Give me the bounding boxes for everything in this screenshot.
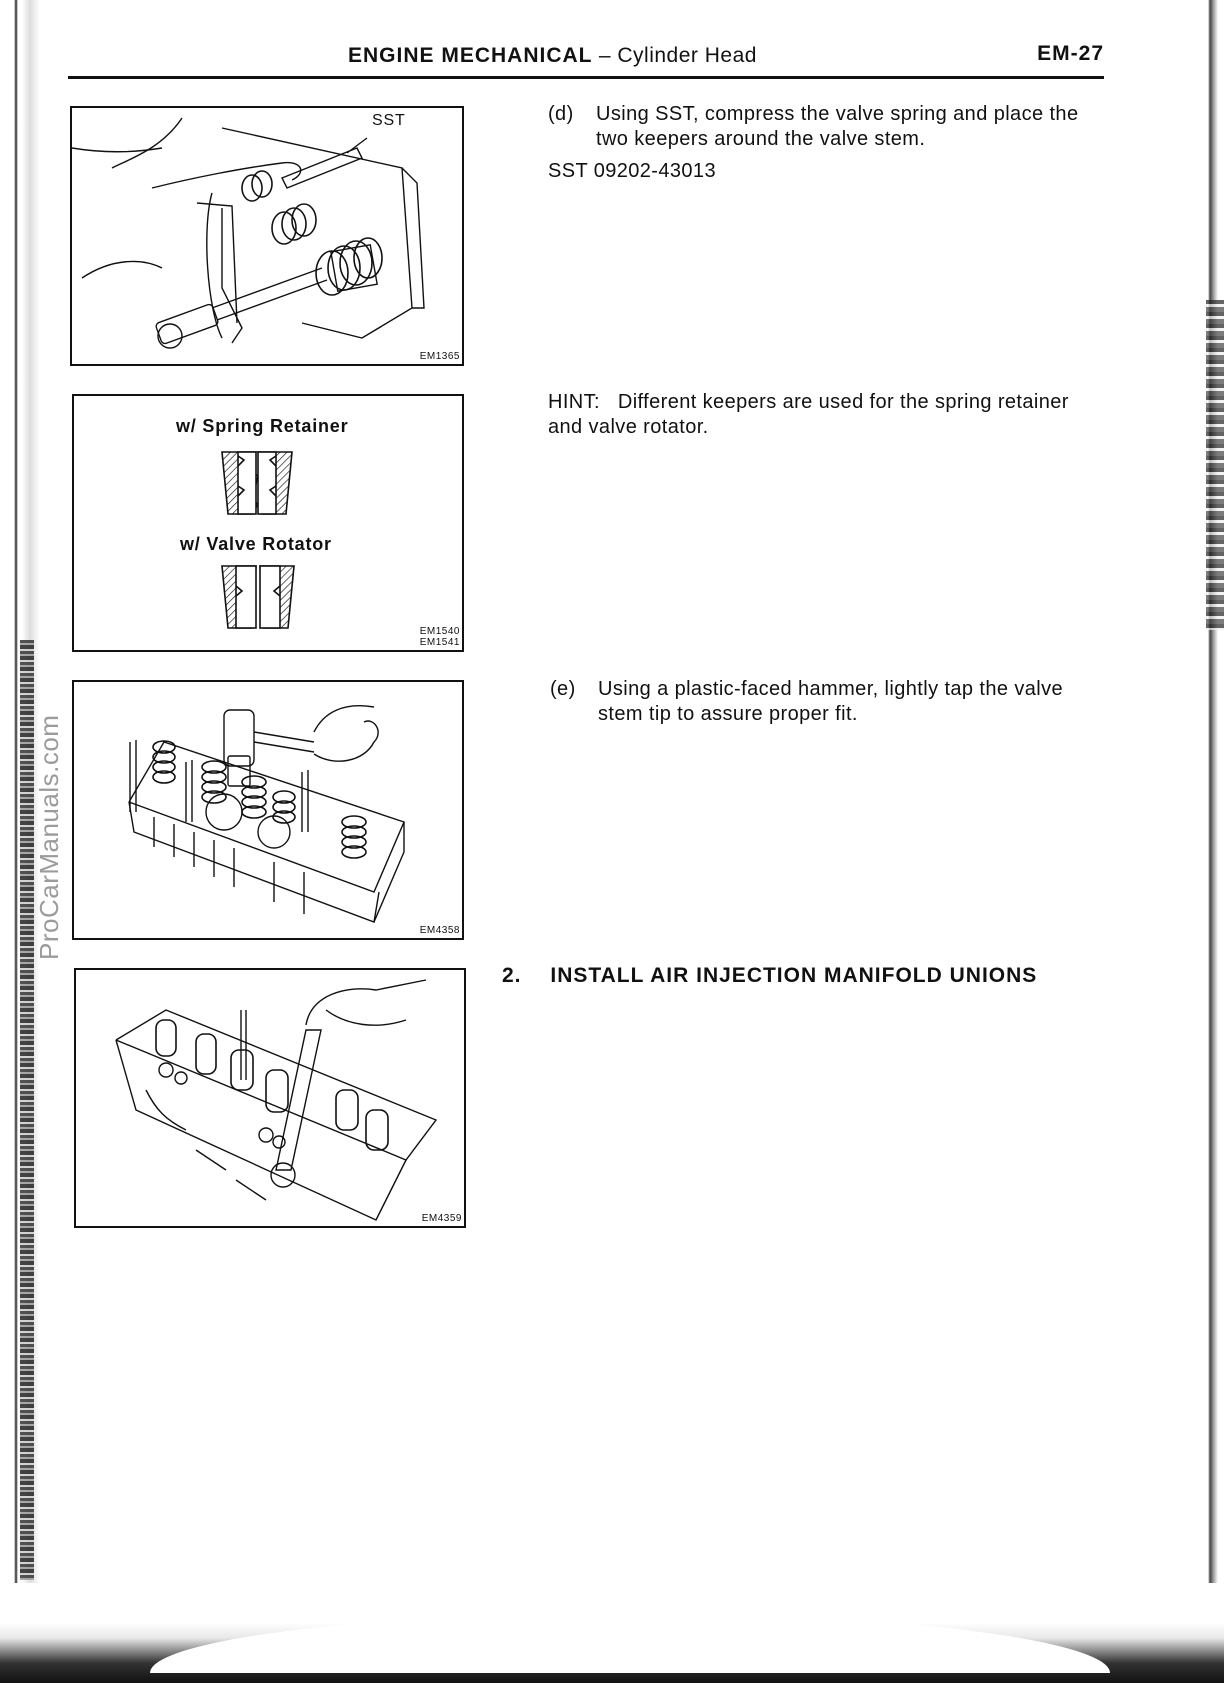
sst-callout: SST (372, 112, 406, 129)
section-heading (502, 964, 1037, 988)
header-separator: – (592, 44, 618, 67)
header-section: ENGINE MECHANICAL (348, 44, 593, 67)
step-d-line2: two keepers around the valve stem. (596, 128, 926, 150)
figure-hammer-tap (72, 680, 464, 940)
figure-code-line: EM1541 (419, 637, 460, 648)
figure-sst-compress (70, 106, 464, 366)
figure-code-line: EM1540 (419, 626, 460, 637)
section-number: 2. (502, 964, 522, 987)
hint-text-line2: and valve rotator. (548, 416, 709, 438)
hint-label: HINT: (548, 391, 600, 413)
label-spring-retainer: w/ Spring Retainer (176, 416, 349, 436)
hammer-tap-illustration (74, 682, 462, 938)
step-e (550, 677, 1110, 729)
figure-keepers (72, 394, 464, 652)
hint-line1 (548, 390, 1118, 415)
step-e-line1: Using a plastic-faced hammer, lightly tap the valve (598, 678, 1064, 700)
step-d (548, 102, 1108, 154)
manifold-union-illustration (76, 970, 464, 1226)
scan-paper-curl (150, 1613, 1110, 1673)
step-e-line2: stem tip to assure proper fit. (598, 703, 858, 725)
step-d-line1: Using SST, compress the valve spring and place the (596, 103, 1079, 125)
figure-manifold-unions (74, 968, 466, 1228)
label-valve-rotator: w/ Valve Rotator (180, 534, 332, 554)
figure-code (420, 626, 460, 648)
watermark: ProCarManuals.com (34, 714, 64, 960)
valve-spring-compressor-illustration (72, 108, 462, 364)
header-subsection: Cylinder Head (617, 44, 757, 67)
step-e-body (598, 677, 1063, 727)
figure-code: EM4359 (421, 1213, 462, 1224)
hint-text-line1: Different keepers are used for the spring retainer (617, 391, 1069, 413)
figure-code: EM4358 (419, 925, 460, 936)
scan-edge-noise (1206, 300, 1224, 630)
step-e-tag: (e) (550, 678, 576, 700)
page-header (68, 40, 1104, 79)
hint (548, 390, 1118, 440)
scan-binding-shadow (20, 640, 34, 1580)
section-title: INSTALL AIR INJECTION MANIFOLD UNIONS (550, 964, 1038, 987)
header-title (348, 44, 757, 68)
scan-edge-right (1184, 0, 1224, 1683)
keeper-diagram (74, 396, 462, 650)
sst-number: SST 09202-43013 (548, 160, 716, 182)
scan-bottom-edge (0, 1583, 1224, 1683)
step-d-body (596, 102, 1078, 152)
page-number: EM-27 (1037, 42, 1104, 65)
step-d-tag: (d) (548, 103, 574, 125)
figure-code: EM1365 (419, 351, 460, 362)
